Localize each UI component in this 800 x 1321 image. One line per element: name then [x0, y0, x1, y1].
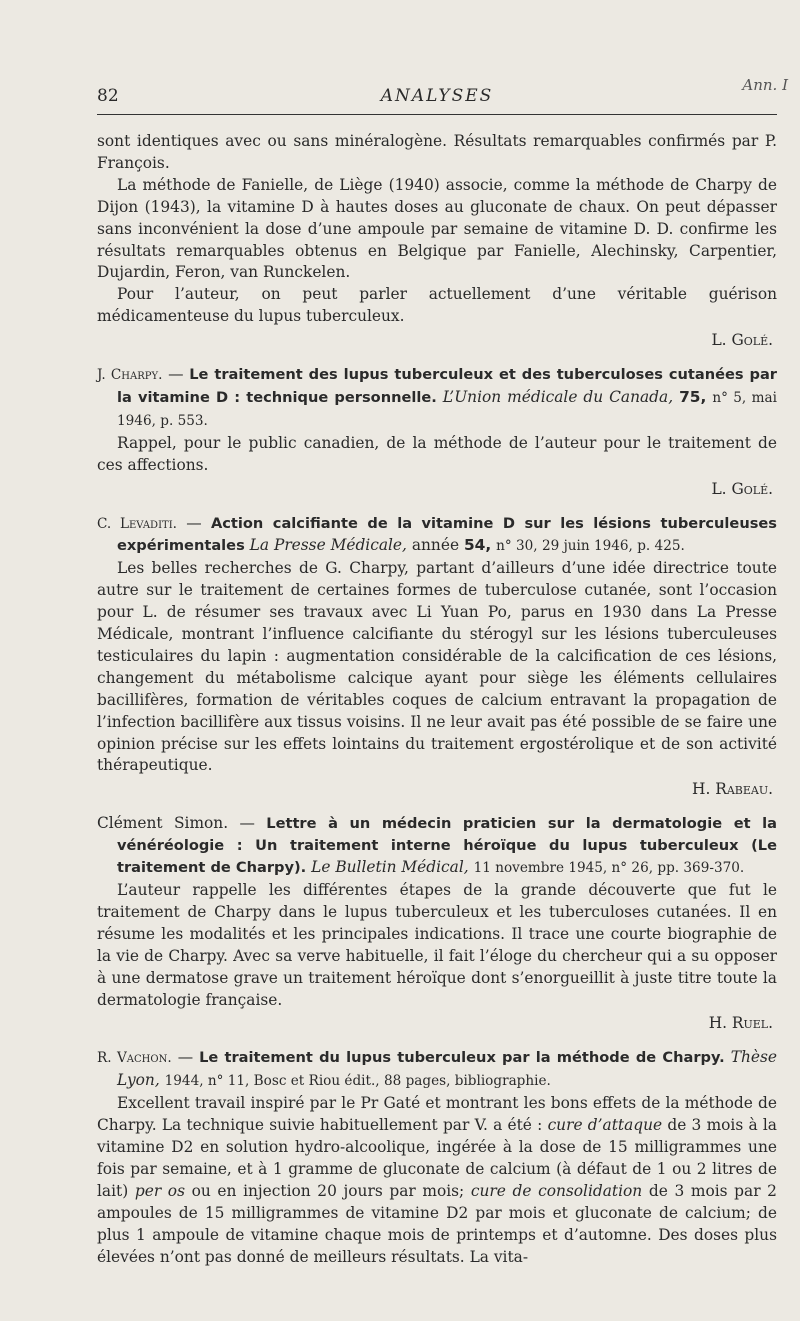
- article-author: R. Vachon.: [97, 1050, 172, 1067]
- text-run: per os: [134, 1181, 185, 1200]
- text-run: D2: [171, 1137, 194, 1156]
- text-run: Excellent travail inspiré par le: [117, 1094, 356, 1113]
- article-details: n° 5, mai 1946, p. 553.: [117, 389, 777, 429]
- article-heading: J. Charpy. — Le traitement des lupus tuberculeux et des tuberculoses cutanées par la vitamine D : technique personnelle. L’Union médicale du Canada, 75, n° 5, mai 1946, p. 553.: [97, 365, 778, 429]
- article-source: Le Bulletin Médical,: [311, 858, 469, 877]
- article-volume: 54,: [463, 536, 492, 555]
- page-number: 82: [97, 86, 119, 106]
- article-paragraph: L’auteur rappelle les différentes étapes de la grande découverte que fut le traitement de Charpy dans le lupus tuberculeux et les tuberculoses cutanées. Il en résume les modalités et les principales indications. Il trace une courte biographie de la vie de Charpy. Avec sa verve habituelle, il fait l’éloge du chercheur qui a su opposer à une dermatose grave un traitement héroïque dont s’enorgueillit à juste titre toute la dermatologie française.: [97, 881, 777, 1009]
- text-run: Pr: [360, 1094, 379, 1113]
- header-rule: [97, 114, 777, 115]
- text-run: en solution hydro-alcoolique, ingérée à la dose de 15 milligrammes une fois par semaine, et à 1 gramme de gluconate de calcium (à défaut de 1 ou 2 litres de lait): [97, 1137, 777, 1200]
- article-heading: R. Vachon. — Le traitement du lupus tuberculeux par la méthode de Charpy. Thèse Lyon, 1944, n° 11, Bosc et Riou édit., 88 pages, bibliographie.: [97, 1048, 777, 1090]
- article-source: Thèse Lyon,: [117, 1048, 777, 1090]
- reviewer-signature: L. Golé.: [711, 331, 773, 350]
- running-head: ANALYSES: [380, 86, 494, 106]
- article-title: Lettre à un médecin praticien sur la dermatologie et la vénéréologie : Un traitement interne héroïque du lupus tuberculeux (Le traitement de Charpy).: [117, 815, 777, 877]
- page-header: [97, 86, 777, 110]
- article-author: Clément Simon.: [97, 814, 229, 833]
- article-paragraph: [97, 1093, 777, 1268]
- article-author: C. Levaditi.: [97, 515, 177, 532]
- article-source: La Presse Médicale,: [249, 536, 407, 555]
- continuation-paragraph: Pour l’auteur, on peut parler actuellement d’une véritable guérison médicamenteuse du lupus tuberculeux.: [97, 285, 777, 326]
- text-run: ou en injection 20 jours par mois;: [191, 1181, 465, 1200]
- text-run: Gaté et montrant les bons effets de la méthode de Charpy. La technique suivie habituellement par V. a été :: [97, 1094, 777, 1135]
- article-details-pre: année: [411, 536, 460, 555]
- article-heading: Clément Simon. — Lettre à un médecin praticien sur la dermatologie et la vénéréologie : Un traitement interne héroïque du lupus tuberculeux (Le traitement de Charpy). Le Bulletin Médical, 11 novembre 1945, n° 26, pp. 369-370.: [97, 814, 777, 877]
- article-details: n° 30, 29 juin 1946, p. 425.: [496, 538, 685, 555]
- text-run: de 3 mois à la vitamine: [97, 1116, 777, 1156]
- reviewer-signature: H. Ruel.: [708, 1014, 773, 1033]
- reviewer-signature: H. Rabeau.: [692, 780, 773, 799]
- text-run: cure de consolidation: [470, 1181, 643, 1200]
- text-run: par mois et gluconate de calcium; de plus 1 ampoule de vitamine chaque mois de printemps et d’automne. Des doses plus élevées n’ont pas donné de meilleurs résultats. La vita-: [97, 1203, 777, 1266]
- text-run: D2: [446, 1203, 469, 1222]
- article-title: Le traitement des lupus tuberculeux et des tuberculoses cutanées par la vitamine D : technique personnelle.: [117, 366, 778, 406]
- article-details: 11 novembre 1945, n° 26, pp. 369-370.: [473, 860, 745, 877]
- article-details: 1944, n° 11, Bosc et Riou édit., 88 pages, bibliographie.: [164, 1073, 551, 1090]
- article-heading: C. Levaditi. — Action calcifiante de la vitamine D sur les lésions tuberculeuses expérimentales La Presse Médicale, année 54, n° 30, 29 juin 1946, p. 425.: [97, 513, 777, 555]
- continuation-paragraph: La méthode de Fanielle, de Liège (1940) associe, comme la méthode de Charpy de Dijon (1943), la vitamine D à hautes doses au gluconate de chaux. On peut dépasser sans inconvénient la dose d’une ampoule par semaine de vitamine D. D. confirme les résultats remarquables obtenus en Belgique par Fanielle, Alechinsky, Carpentier, Dujardin, Feron, van Runckelen.: [97, 175, 777, 282]
- continuation-paragraph: sont identiques avec ou sans minéralogène. Résultats remarquables confirmés par P. François.: [97, 132, 777, 172]
- article-volume: 75,: [679, 387, 707, 406]
- corner-label: Ann. I: [742, 76, 788, 94]
- article-author: J. Charpy.: [97, 367, 163, 384]
- article-paragraph: Les belles recherches de G. Charpy, partant d’ailleurs d’une idée directrice toute autre sur le traitement de certaines formes de tuberculose cutanée, sont l’occasion pour L. de résumer ses travaux avec Li Yuan Po, parus en 1930 dans La Presse Médicale, montrant l’influence calcifiante du stérogyl sur les lésions tuberculeuses testiculaires du lapin : augmentation considérable de la calcification de ces lésions, changement du métabolisme calcique ayant pour siège les éléments cellulaires bacillifères, formation de véritables coques de calcium entravant la propagation de l’infection bacillifère aux tissus voisins. Il ne leur avait pas été possible de se faire une opinion précise sur les effets lointains du traitement ergostérolique et de son activité thérapeutique.: [97, 559, 777, 775]
- article-title: Action calcifiante de la vitamine D sur les lésions tuberculeuses expérimentales: [117, 514, 777, 555]
- page-body: [97, 131, 777, 1268]
- article-source: L’Union médicale du Canada,: [442, 387, 674, 406]
- article-paragraph: Rappel, pour le public canadien, de la méthode de l’auteur pour le traitement de ces affections.: [97, 433, 777, 474]
- text-run: de 3 mois par 2 ampoules de 15 milligrammes de vitamine: [97, 1181, 777, 1222]
- reviewer-signature: L. Golé.: [711, 479, 773, 498]
- text-run: cure d’attaque: [547, 1116, 663, 1135]
- article-title: Le traitement du lupus tuberculeux par la méthode de Charpy.: [199, 1049, 725, 1067]
